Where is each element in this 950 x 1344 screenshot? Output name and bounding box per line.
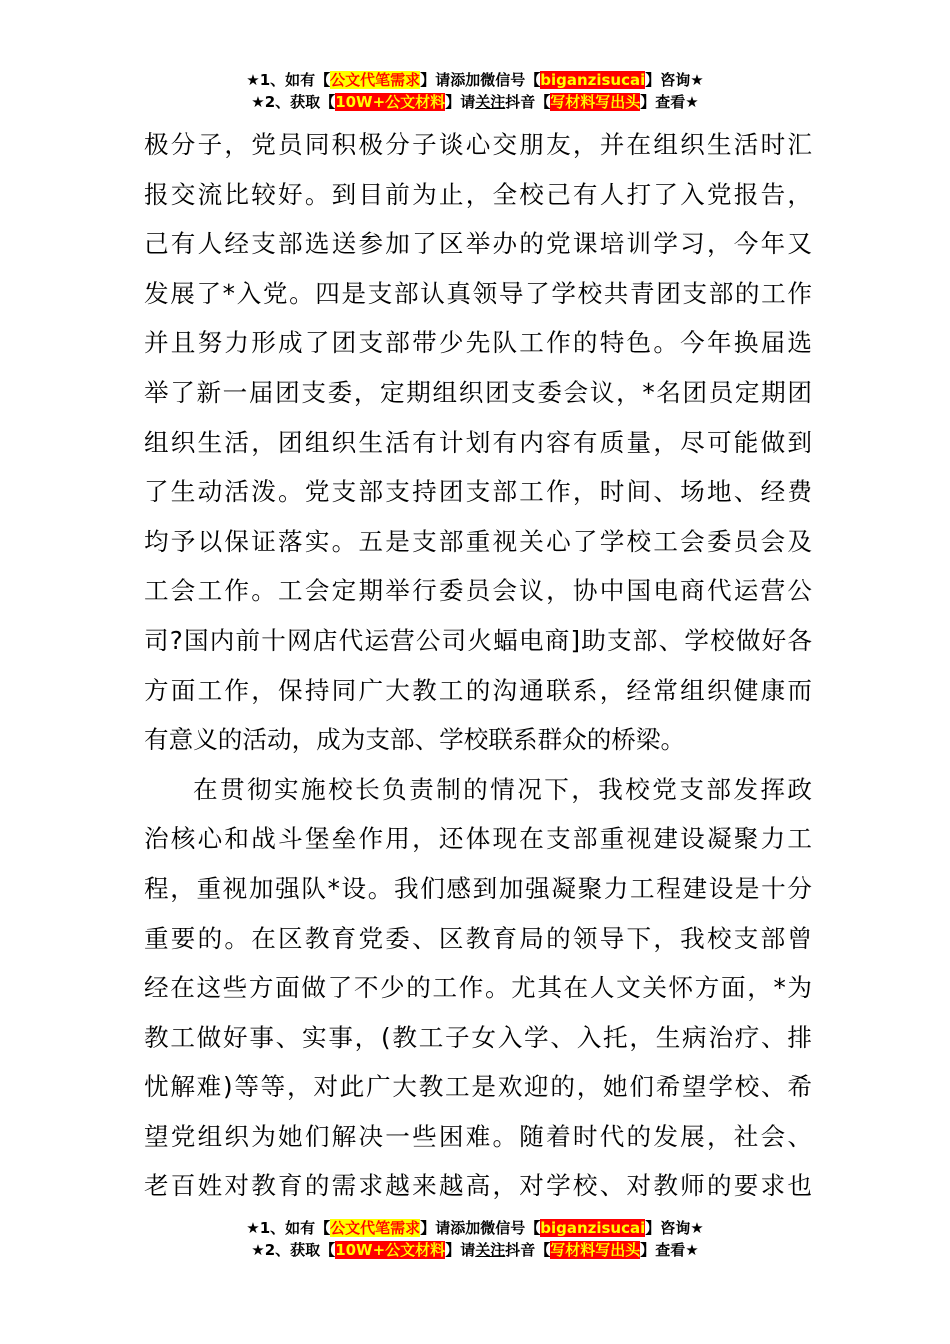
underline-follow: 关注 <box>475 1241 506 1259</box>
body-line: 己有人经支部选送参加了区举办的党课培训学习，今年又 <box>144 229 812 259</box>
body-line: 忧解难)等等，对此广大教工是欢迎的，她们希望学校、希 <box>144 1072 812 1102</box>
highlight-service: 公文代笔需求 <box>330 1219 421 1237</box>
body-line: 工会工作。工会定期举行委员会议，协中国电商代运营公 <box>144 576 812 606</box>
underline-follow: 关注 <box>475 93 506 111</box>
body-line: 老百姓对教育的需求越来越高，对学校、对教师的要求也 <box>144 1171 812 1201</box>
body-line: 极分子，党员同积极分子谈心交朋友，并在组织生活时汇 <box>144 130 812 159</box>
body-line: 了生动活泼。党支部支持团支部工作，时间、场地、经费 <box>144 477 812 507</box>
body-line: 望党组织为她们解决一些困难。随着时代的发展，社会、 <box>144 1121 812 1151</box>
body-line: 司?国内前十网店代运营公司火蝠电商]助支部、学校做好各 <box>144 625 812 655</box>
banner-line-2: ★2、获取【10W+公文材料】请关注抖音【写材料写出头】查看★ <box>251 1241 699 1259</box>
body-line: 方面工作，保持同广大教工的沟通联系，经常组织健康而 <box>144 675 812 705</box>
highlight-wechat-id: biganzisucai <box>540 1219 646 1237</box>
header-banner <box>0 69 950 113</box>
body-line: 并且努力形成了团支部带少先队工作的特色。今年换届选 <box>144 328 812 358</box>
body-line: 报交流比较好。到目前为止，全校己有人打了入党报告， <box>144 179 812 209</box>
banner-line-1: ★1、如有【公文代笔需求】请添加微信号【biganzisucai】咨询★ <box>246 1219 704 1237</box>
body-line: 均予以保证落实。五是支部重视关心了学校工会委员会及 <box>144 526 812 556</box>
footer-banner <box>0 1217 950 1261</box>
body-line: 有意义的活动，成为支部、学校联系群众的桥梁。 <box>144 725 686 755</box>
highlight-wechat-id: biganzisucai <box>540 71 646 89</box>
body-line: 组织生活，团组织生活有计划有内容有质量，尽可能做到 <box>144 427 812 457</box>
highlight-service: 公文代笔需求 <box>330 71 421 89</box>
body-line: 在贯彻实施校长负责制的情况下，我校党支部发挥政 <box>193 774 812 804</box>
body-line: 程，重视加强队*设。我们感到加强凝聚力工程建设是十分 <box>144 873 812 903</box>
banner-line-1: ★1、如有【公文代笔需求】请添加微信号【biganzisucai】咨询★ <box>246 71 704 89</box>
body-line: 重要的。在区教育党委、区教育局的领导下，我校支部曾 <box>144 923 812 953</box>
banner-line-2: ★2、获取【10W+公文材料】请关注抖音【写材料写出头】查看★ <box>251 93 699 111</box>
highlight-materials: 10W+公文材料 <box>335 1241 446 1259</box>
body-line: 经在这些方面做了不少的工作。尤其在人文关怀方面，*为 <box>144 973 812 1003</box>
document-body <box>144 120 812 1211</box>
body-line: 发展了*入党。四是支部认真领导了学校共青团支部的工作 <box>144 278 812 308</box>
body-line: 举了新一届团支委，定期组织团支委会议，*名团员定期团 <box>144 377 812 407</box>
body-line: 教工做好事、实事，(教工子女入学、入托，生病治疗、排 <box>144 1022 812 1052</box>
highlight-materials: 10W+公文材料 <box>335 93 446 111</box>
body-line: 治核心和战斗堡垒作用，还体现在支部重视建设凝聚力工 <box>144 824 812 854</box>
highlight-douyin: 写材料写出头 <box>550 1241 641 1259</box>
highlight-douyin: 写材料写出头 <box>550 93 641 111</box>
